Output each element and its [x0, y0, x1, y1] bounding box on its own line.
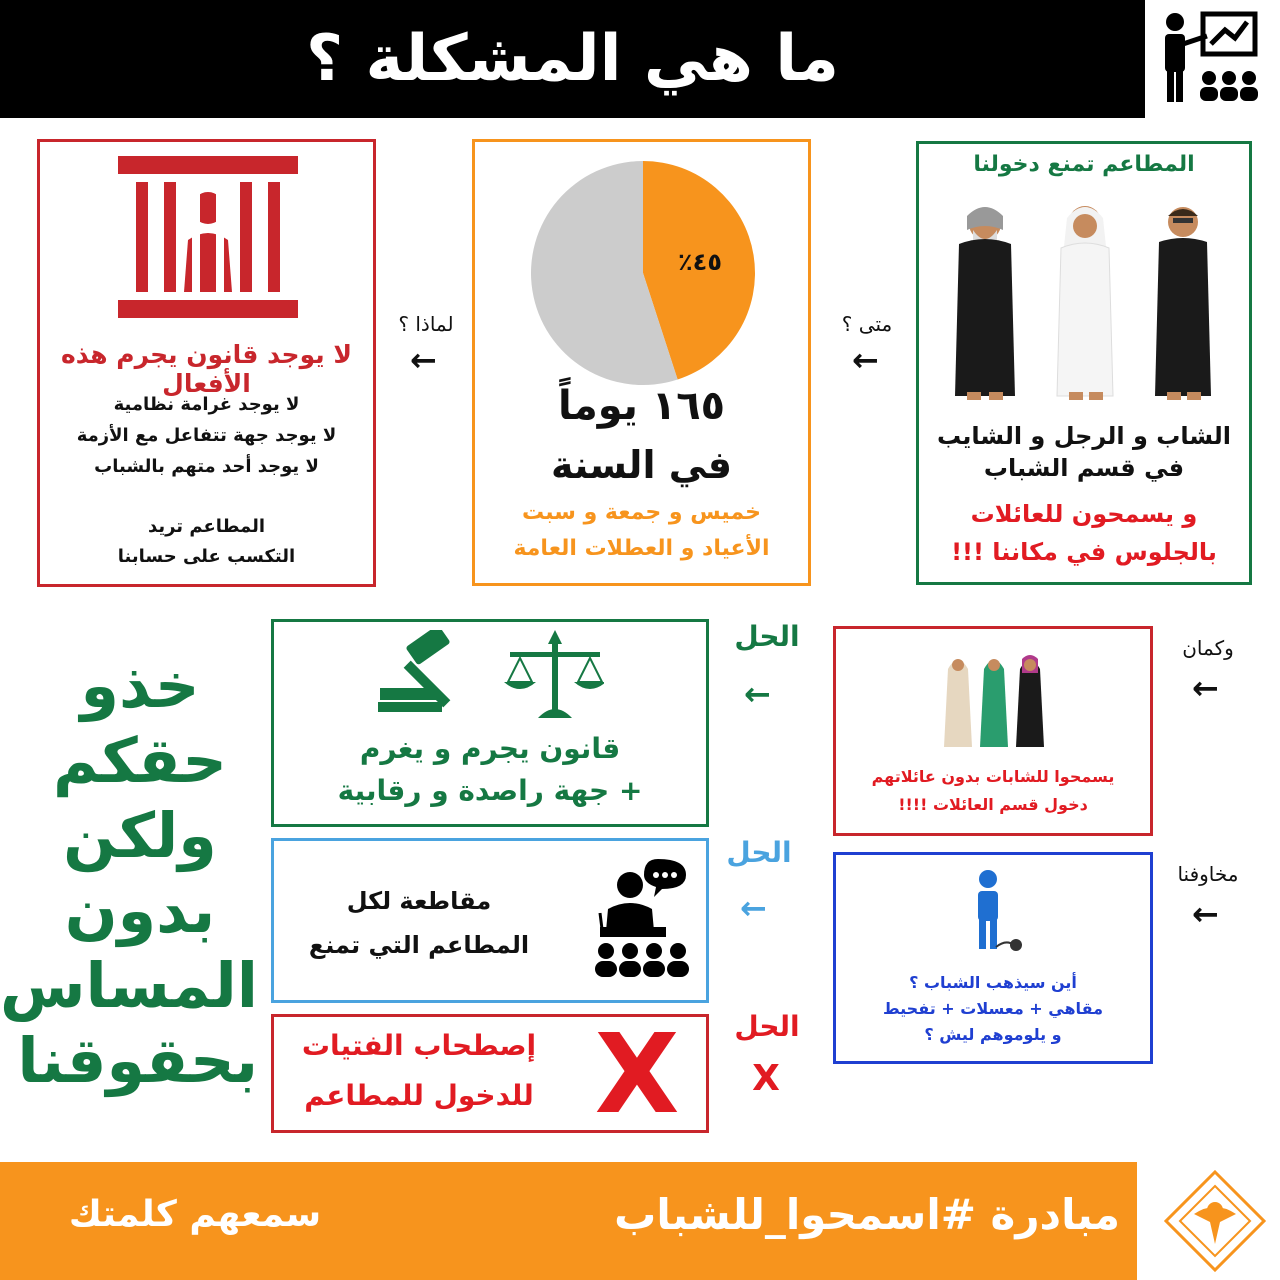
women-figures-icon [940, 651, 1050, 751]
cross-icon: X [594, 1010, 680, 1138]
men-figures-icon [937, 196, 1233, 406]
restaurants-line4: بالجلوس في مكاننا !!! [951, 538, 1217, 566]
why-line3: لا يوجد أحد متهم بالشباب [94, 456, 319, 477]
fears-arrow-icon: ← [1192, 895, 1219, 933]
page-title: ما هي المشكلة ؟ [306, 22, 839, 96]
solution2-arrow-icon: ← [740, 889, 767, 927]
when-arrow-icon: ← [852, 341, 879, 379]
why-line4: المطاعم تريد [147, 516, 266, 537]
why-label: لماذا ؟ [398, 312, 454, 336]
restaurants-panel [916, 141, 1252, 585]
slogan [0, 648, 258, 1098]
solution1-arrow-icon: ← [744, 675, 771, 713]
solution3-line2: للدخول للمطاعم [304, 1079, 534, 1112]
also-line2: دخول قسم العائلات !!!! [898, 795, 1088, 814]
why-line2: لا يوجد جهة تتفاعل مع الأزمة [76, 425, 337, 446]
slogan-line: بحقوقنا [17, 1024, 258, 1097]
solution2-line1: مقاطعة لكل [346, 887, 492, 915]
slogan-line: المساس [0, 949, 258, 1022]
days-in-year: في السنة [550, 443, 733, 487]
slogan-line: ولكن [63, 799, 217, 872]
footer-initiative: مبادرة #اسمحوا_للشباب [614, 1190, 1120, 1239]
slogan-line: بدون [64, 874, 216, 947]
why-panel [37, 139, 376, 587]
speaker-audience-icon [590, 855, 690, 987]
solution3-line1: إصطحاب الفتيات [301, 1029, 537, 1062]
person-chained-icon [966, 869, 1026, 953]
days-detail1: خميس و جمعة و سبت [522, 500, 761, 525]
when-label: متى ؟ [841, 312, 893, 336]
days-count: ١٦٥ يوماً [557, 383, 726, 429]
solution1-line1: قانون يجرم و يغرم [359, 732, 621, 765]
also-line1: يسمحوا للشابات بدون عائلاتهم [871, 767, 1115, 786]
solution1-line2: + جهة راصدة و رقابية [337, 774, 643, 807]
restaurants-line2: في قسم الشباب [983, 454, 1185, 482]
why-line5: التكسب على حسابنا [117, 546, 296, 567]
pie-percent-label: ٤٥٪ [678, 248, 722, 276]
initiative-logo-icon [1164, 1170, 1266, 1272]
slogan-line: حقكم [53, 724, 227, 797]
restaurants-line1: الشاب و الرجل و الشايب [936, 422, 1232, 450]
also-arrow-icon: ← [1192, 669, 1219, 707]
presentation-icon [1155, 8, 1260, 108]
also-label: وكمان [1182, 636, 1234, 660]
slogan-line: خذو [80, 649, 200, 722]
solution1-panel [271, 619, 709, 827]
solution2-line2: المطاعم التي تمنع [308, 931, 530, 959]
fears-label: مخاوفنا [1177, 862, 1239, 886]
days-detail2: الأعياد و العطلات العامة [513, 536, 770, 561]
restaurants-heading: المطاعم تمنع دخولنا [973, 152, 1195, 177]
solution3-panel [271, 1010, 709, 1138]
fears-line2: مقاهي + معسلات + تفحيط [883, 999, 1103, 1018]
justice-icon [378, 630, 604, 720]
solution3-label: الحل [734, 1010, 800, 1043]
restaurants-line3: و يسمحون للعائلات [970, 500, 1198, 528]
fears-line1: أين سيذهب الشباب ؟ [909, 973, 1077, 992]
solution2-panel [271, 838, 709, 1003]
solution2-label: الحل [726, 836, 792, 869]
jail-icon [118, 156, 298, 318]
solution3-x-mark: X [752, 1058, 780, 1099]
when-panel [472, 139, 811, 586]
why-arrow-icon: ← [410, 341, 437, 379]
why-heading: لا يوجد قانون يجرم هذه الأفعال [61, 340, 352, 398]
also-panel [833, 626, 1153, 836]
fears-panel [833, 852, 1153, 1064]
footer-tagline: سمعهم كلمتك [68, 1194, 322, 1235]
why-line1: لا يوجد غرامة نظامية [113, 394, 300, 415]
fears-line3: و يلوموهم ليش ؟ [924, 1025, 1062, 1044]
solution1-label: الحل [734, 620, 800, 653]
